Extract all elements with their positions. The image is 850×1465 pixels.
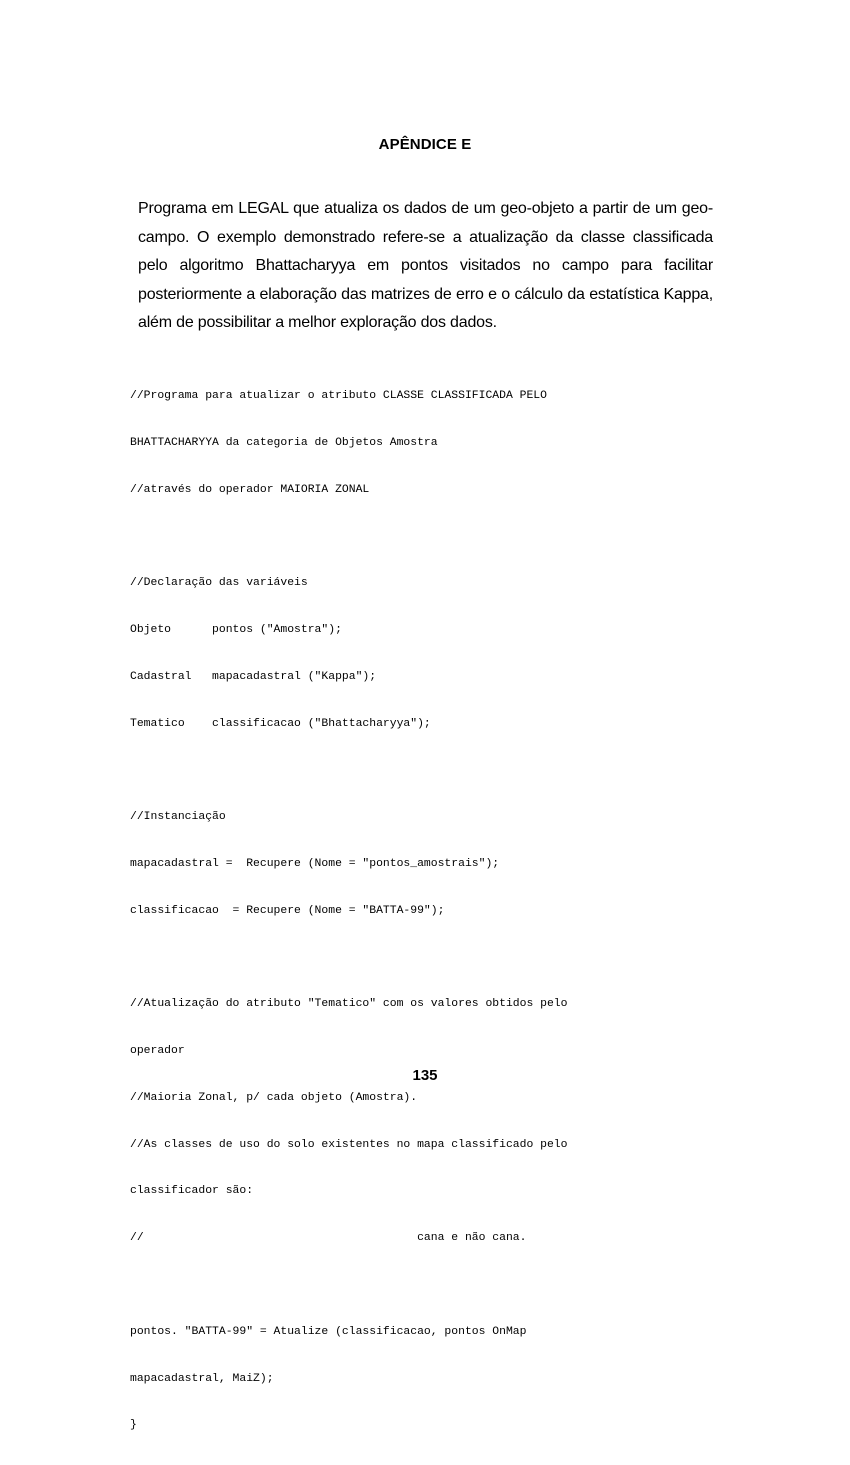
code-line: mapacadastral, MaiZ); [130, 1372, 274, 1385]
code-line [130, 951, 730, 967]
code-line [130, 1278, 730, 1294]
code-line: //As classes de uso do solo existentes no mapa classificado pelo [130, 1138, 568, 1151]
code-line: Tematico classificacao ("Bhattacharyya"); [130, 717, 431, 730]
code-line: //Programa para atualizar o atributo CLASSE CLASSIFICADA PELO [130, 390, 547, 403]
code-line [130, 530, 730, 546]
code-line: pontos. "BATTA-99" = Atualize (classificacao, pontos OnMap [130, 1325, 527, 1338]
appendix-heading: APÊNDICE E [378, 136, 472, 153]
code-line: //Atualização do atributo "Tematico" com os valores obtidos pelo [130, 998, 568, 1011]
code-line: operador [130, 1045, 185, 1058]
code-line: //através do operador MAIORIA ZONAL [130, 483, 370, 496]
code-line [130, 763, 730, 779]
code-line: } [130, 1419, 137, 1432]
code-line: //Instanciação [130, 811, 226, 824]
code-line: mapacadastral = Recupere (Nome = "pontos_amostrais"); [130, 858, 500, 870]
code-line: classificacao = Recupere (Nome = "BATTA-99"); [130, 904, 445, 917]
code-line: //Declaração das variáveis [130, 577, 308, 590]
code-line: BHATTACHARYYA da categoria de Objetos Amostra [130, 436, 438, 449]
intro-paragraph: Programa em LEGAL que atualiza os dados de um geo-objeto a partir de um geo-campo. O exemplo demonstrado refere-se a atualização da classe classificada pelo algoritmo Bhattacharyya em pontos visitados no campo para facilitar posteriormente a elaboração das matrizes de erro e o cálculo da estatística Kappa, além de possibilitar a melhor exploração dos dados. [138, 200, 713, 332]
code-line: //Maioria Zonal, p/ cada objeto (Amostra). [130, 1091, 418, 1104]
code-line: Cadastral mapacadastral ("Kappa"); [130, 670, 377, 683]
code-line: classificador são: [130, 1185, 254, 1198]
code-line: // cana e não cana. [130, 1232, 527, 1245]
code-line: Objeto pontos ("Amostra"); [130, 624, 342, 637]
page-number: 135 [412, 1067, 438, 1084]
code-block [130, 358, 730, 1465]
